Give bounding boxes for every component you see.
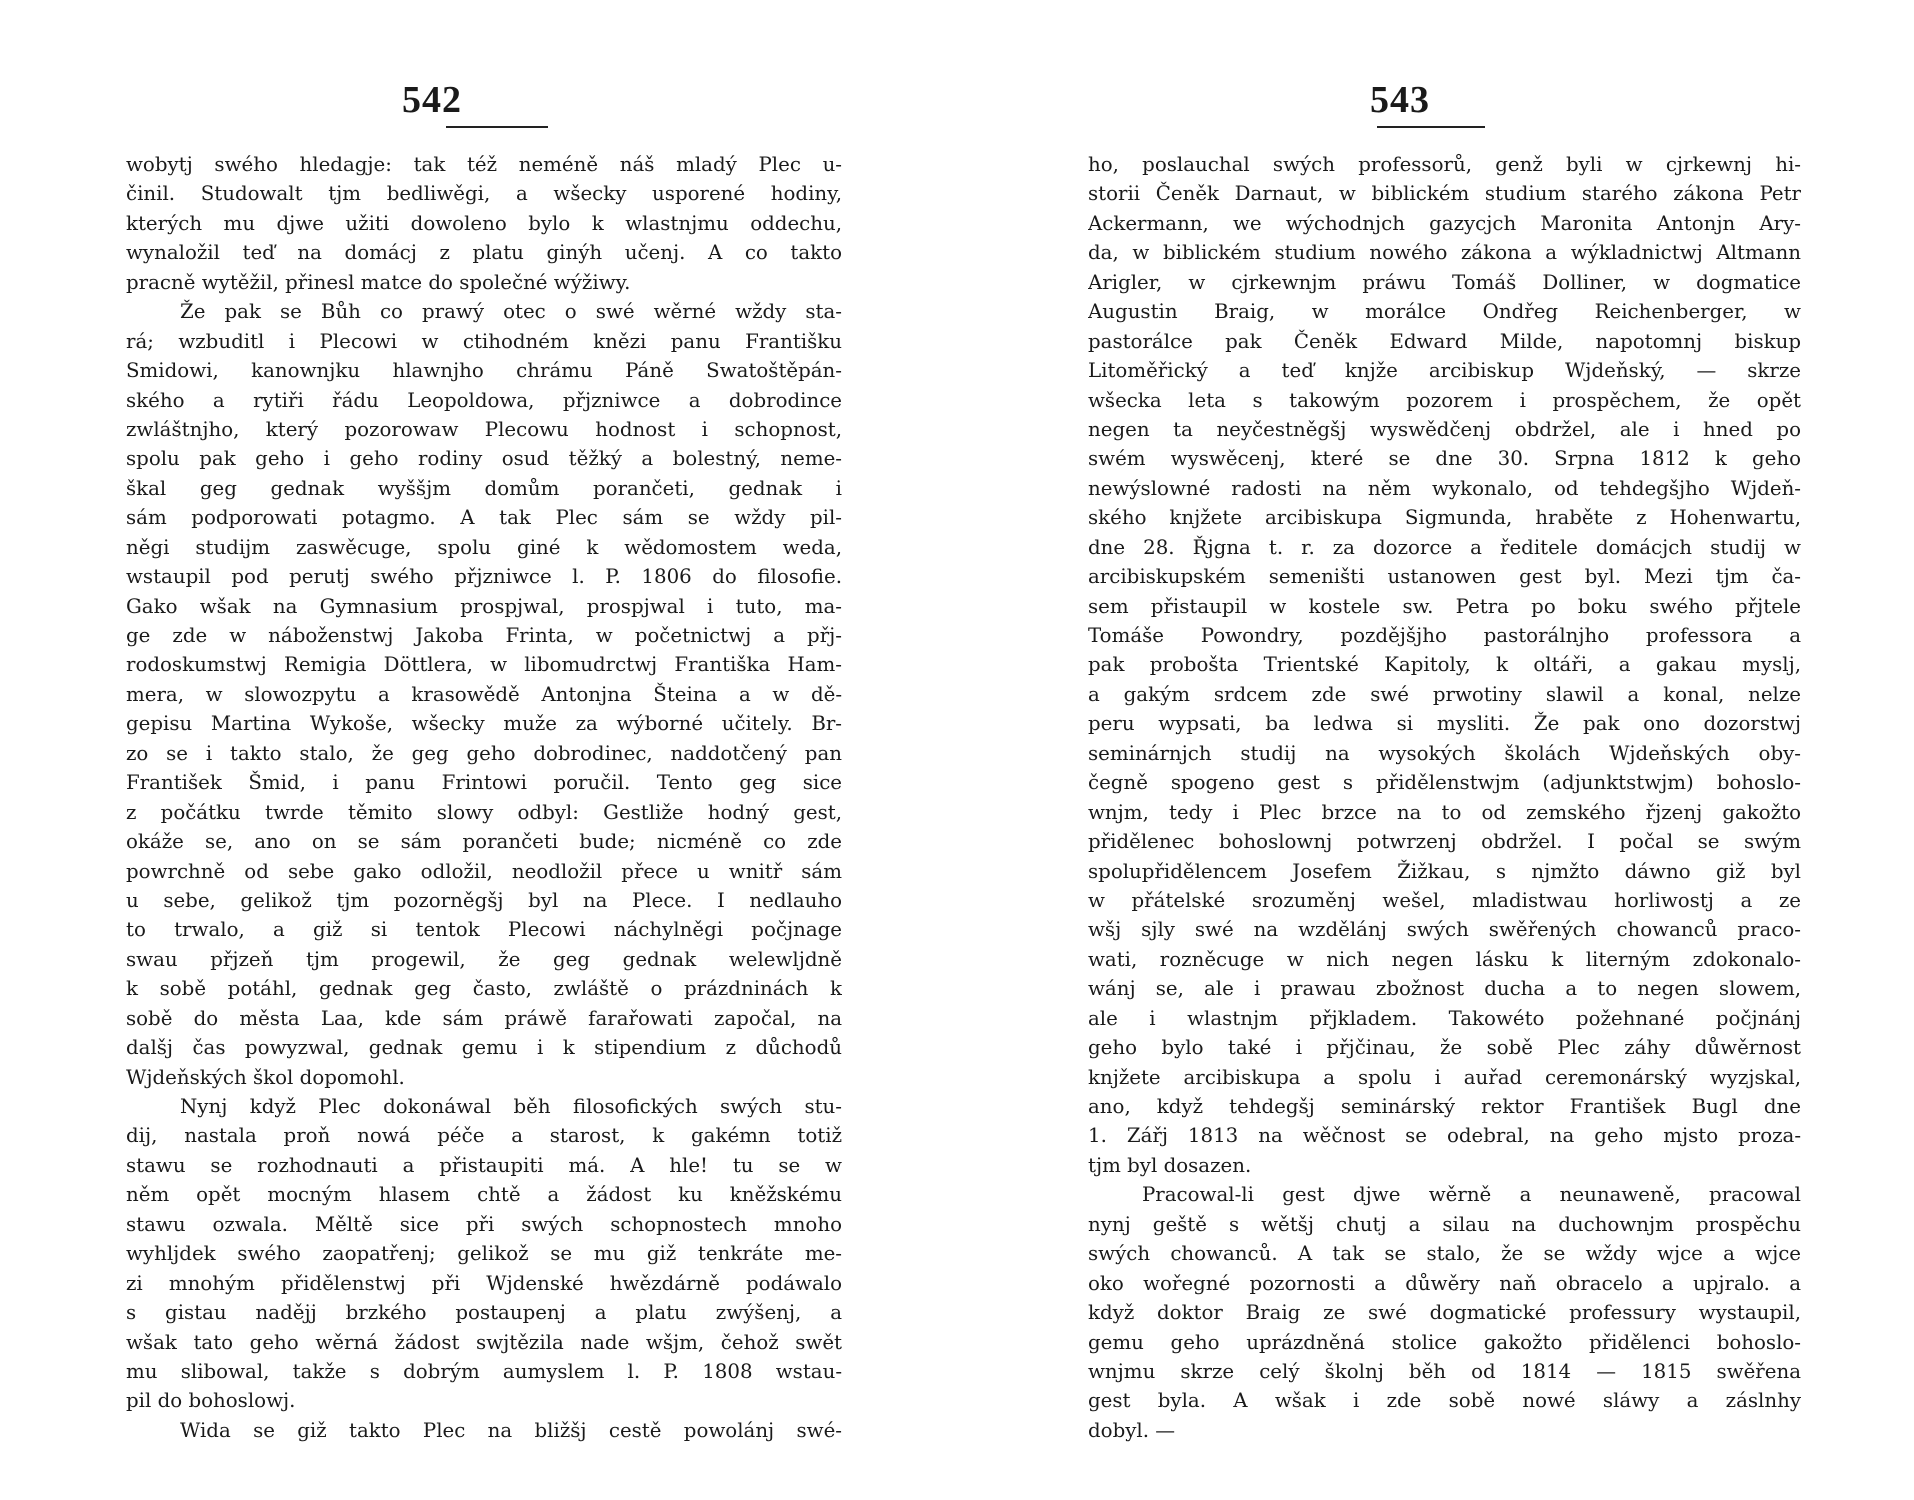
text-line: okáže se, ano on se sám porančeti bude; nicméně co zde	[126, 830, 842, 854]
text-line: pracně wytěžil, přinesl matce do společné wýžiwy.	[126, 270, 631, 294]
text-line: w přátelské srozuměnj wešel, mladistwau horliwostj a ze	[1088, 888, 1801, 912]
text-line: pil do bohoslowj.	[126, 1389, 296, 1413]
text-line: sem přistaupil w kostele sw. Petra po boku swého přjtele	[1088, 594, 1801, 618]
text-line: u sebe, gelikož tjm pozorněgšj byl na Plece. I nedlauho	[126, 888, 842, 912]
text-line: rá; wzbuditl i Plecowi w ctihodném knězi panu Františku	[126, 329, 842, 353]
text-line: Wida se giž takto Plec na bližšj cestě powolánj swé-	[180, 1418, 842, 1442]
text-line: rodoskumstwj Remigia Döttlera, w libomudrctwj Františka Ham-	[126, 653, 842, 677]
text-line: wšak tato geho wěrná žádost swjtězila nade wšjm, čehož swět	[126, 1330, 842, 1354]
page-number-rule-right	[1377, 126, 1485, 128]
text-line: wšecka leta s takowým pozorem i prospěchem, že opět	[1088, 388, 1801, 412]
text-line: sobě do města Laa, kde sám práwě farařowati započal, na	[126, 1006, 842, 1030]
text-line: dne 28. Řjgna t. r. za dozorce a ředitele domácjch studij w	[1088, 535, 1801, 559]
text-line: Augustin Braig, w morálce Ondřeg Reichenberger, w	[1088, 300, 1801, 324]
text-line: Nynj když Plec dokonáwal běh filosofických swých stu-	[180, 1095, 842, 1118]
text-line: da, w biblickém studium nowého zákona a wýkladnictwj Altmann	[1088, 241, 1801, 265]
text-line: Ackermann, we wýchodnjch gazycjch Maronita Antonjn Ary-	[1088, 211, 1801, 235]
text-line: když doktor Braig ze swé dogmatické professury wystaupil,	[1088, 1301, 1801, 1325]
left-page-text	[126, 150, 842, 1445]
text-line: kterých mu djwe užiti dowoleno bylo k wlastnjmu oddechu,	[126, 211, 842, 235]
text-line: swau přjzeň tjm progewil, že geg gednak welewljdně	[126, 947, 842, 971]
text-line: zo se i takto stalo, že geg geho dobrodinec, naddotčený pan	[126, 741, 842, 765]
text-line: dij, nastala proň nowá péče a starost, k gakémn totiž	[126, 1124, 842, 1148]
text-line: pastorálce pak Čeněk Edward Milde, napotomnj biskup	[1088, 329, 1801, 353]
text-line: nynj geště s wětšj chutj a silau na duchownjm prospěchu	[1088, 1212, 1801, 1236]
text-line: Gako wšak na Gymnasium prospjwal, prospjwal i tuto, ma-	[126, 594, 842, 618]
text-line: swém wyswěcenj, které se dne 30. Srpna 1812 k geho	[1088, 447, 1801, 471]
text-line: gest byla. A wšak i zde sobě nowé sláwy a záslnhy	[1088, 1389, 1801, 1413]
text-line: wstaupil pod perutj swého přjzniwce l. P. 1806 do filosofie.	[126, 565, 842, 589]
text-line: zi mnohým přidělenstwj při Wjdenské hwězdárně podáwalo	[126, 1271, 842, 1295]
right-page-text	[1088, 150, 1801, 1445]
text-line: Litoměřický a teď knjže arcibiskup Wjdeňský, — skrze	[1088, 359, 1801, 383]
text-line: gemu geho uprázdněná stolice gakožto přidělenci bohoslo-	[1088, 1330, 1801, 1354]
text-line: přidělenec bohoslownj potwrzenj obdržel. I počal se swým	[1088, 830, 1801, 854]
text-line: Že pak se Bůh co prawý otec o swé wěrné wždy sta-	[180, 300, 842, 324]
text-line: wšj sjly swé na wzdělánj swých swěřených chowanců praco-	[1088, 918, 1801, 942]
text-line: wnjm, tedy i Plec brzce na to od zemského řjzenj gakožto	[1088, 800, 1801, 824]
text-line: Pracowal-li gest djwe wěrně a neunaweně, pracowal	[1142, 1183, 1801, 1207]
text-line: wyhljdek swého zaopatřenj; gelikož se mu giž tenkráte me-	[126, 1242, 842, 1266]
text-line: powrchně od sebe gako odložil, neodložil přece u wnitř sám	[126, 859, 842, 883]
text-line: ho, poslauchal swých professorů, genž byli w cjrkewnj hi-	[1088, 153, 1801, 176]
text-line: spolu pak geho i geho rodiny osud těžký a bolestný, neme-	[126, 447, 842, 471]
text-line: k sobě potáhl, gednak geg často, zwláště o prázdninách k	[126, 977, 842, 1001]
text-line: František Šmid, i panu Frintowi poručil. Tento geg sice	[126, 771, 842, 795]
text-line: seminárnjch studij na wysokých školách Wjdeňských oby-	[1088, 741, 1801, 765]
text-line: negen ta neyčestněgšj wyswědčenj obdržel, ale i hned po	[1088, 417, 1801, 441]
text-line: 1. Zářj 1813 na wěčnost se odebral, na geho mjsto proza-	[1088, 1124, 1801, 1148]
text-line: a gakým srdcem zde swé prwotiny slawil a konal, nelze	[1088, 682, 1801, 706]
text-line: oko wořegné pozornosti a důwěry naň obracelo a upjralo. a	[1088, 1271, 1801, 1295]
text-line: činil. Studowalt tjm bedliwěgi, a wšecky usporené hodiny,	[126, 182, 842, 206]
text-line: ano, když tehdegšj seminárský rektor František Bugl dne	[1088, 1095, 1801, 1118]
text-line: z počátku twrde těmito slowy odbyl: Gestliže hodný gest,	[126, 800, 842, 824]
text-line: gepisu Martina Wykoše, wšecky muže za wýborné učitely. Br-	[126, 712, 842, 736]
text-line: ge zde w náboženstwj Jakoba Frinta, w početnictwj a přj-	[126, 624, 842, 647]
text-line: peru wypsati, ba ledwa si mysliti. Že pak ono dozorstwj	[1088, 712, 1801, 736]
text-line: to trwalo, a giž si tentok Plecowi náchylněgi počjnage	[126, 918, 842, 942]
text-line: s gistau nadějj brzkého postaupenj a platu zwýšenj, a	[126, 1301, 842, 1325]
text-line: storii Čeněk Darnaut, w biblickém studium starého zákona Petr	[1088, 182, 1801, 206]
text-line: mera, w slowozpytu a krasowědě Antonjna Šteina a w dě-	[126, 682, 842, 706]
text-line: tjm byl dosazen.	[1088, 1153, 1252, 1177]
text-line: Wjdeňských škol dopomohl.	[126, 1065, 405, 1089]
text-line: něm opět mocným hlasem chtě a žádost ku kněžskému	[126, 1183, 842, 1207]
text-line: ského knjžete arcibiskupa Sigmunda, hraběte z Hohenwartu,	[1088, 506, 1801, 530]
text-line: Tomáše Powondry, pozdějšjho pastorálnjho professora a	[1088, 624, 1801, 647]
text-line: dalšj čas powyzwal, gednak gemu i k stipendium z důchodů	[126, 1036, 842, 1060]
text-line: ského a rytiři řádu Leopoldowa, přjzniwce a dobrodince	[126, 388, 842, 412]
page-number-right: 543	[1370, 79, 1430, 121]
text-line: spolupřidělencem Josefem Žižkau, s njmžto dáwno giž byl	[1088, 859, 1801, 883]
text-line: zwláštnjho, který pozorowaw Plecowu hodnost i schopnost,	[126, 417, 842, 441]
page-number-left: 542	[402, 79, 462, 121]
text-line: knjžete arcibiskupa a spolu i auřad ceremonárský wyzjskal,	[1088, 1065, 1801, 1089]
text-line: wynaložil teď na domácj z platu ginýh učenj. A co takto	[126, 241, 842, 265]
text-line: wati, rozněcuge w nich negen lásku k literným zdokonalo-	[1088, 947, 1801, 971]
text-line: ale i wlastnjm přjkladem. Takowéto požehnané počjnánj	[1088, 1006, 1801, 1030]
text-line: sám podporowati potagmo. A tak Plec sám se wždy pil-	[126, 506, 842, 530]
text-line: geho bylo také i přjčinau, že sobě Plec záhy důwěrnost	[1088, 1036, 1801, 1060]
text-line: Arigler, w cjrkewnjm práwu Tomáš Dolliner, w dogmatice	[1088, 270, 1801, 294]
text-line: něgi studijm zaswěcuge, spolu giné k wědomostem weda,	[126, 535, 842, 559]
text-line: čegně spogeno gest s přidělenstwjm (adjunktstwjm) bohoslo-	[1088, 771, 1801, 795]
text-line: arcibiskupském semeništi ustanowen gest byl. Mezi tjm ča-	[1088, 565, 1801, 589]
text-line: dobyl. —	[1088, 1418, 1176, 1442]
text-line: newýslowné radosti na něm wykonalo, od tehdegšjho Wjdeň-	[1088, 476, 1801, 500]
text-line: mu slibowal, takže s dobrým aumyslem l. P. 1808 wstau-	[126, 1359, 842, 1383]
text-line: stawu ozwala. Měltě sice při swých schopnostech mnoho	[126, 1212, 842, 1236]
text-line: wánj se, ale i prawau zbožnost ducha a to negen slowem,	[1088, 977, 1801, 1001]
text-line: swých chowanců. A tak se stalo, že se wždy wjce a wjce	[1088, 1242, 1801, 1266]
text-line: škal geg gednak wyššjm domům porančeti, gednak i	[126, 476, 842, 500]
page-number-rule-left	[446, 126, 548, 128]
text-line: pak probošta Trientské Kapitoly, k oltáři, a gakau myslj,	[1088, 653, 1801, 677]
text-line: wobytj swého hledagje: tak též neméně náš mladý Plec u-	[126, 153, 842, 176]
text-line: Smidowi, kanownjku hlawnjho chrámu Páně Swatoštěpán-	[126, 359, 842, 383]
text-line: wnjmu skrze celý školnj běh od 1814 — 1815 swěřena	[1088, 1359, 1801, 1383]
text-line: stawu se rozhodnauti a přistaupiti má. A hle! tu se w	[126, 1153, 842, 1177]
